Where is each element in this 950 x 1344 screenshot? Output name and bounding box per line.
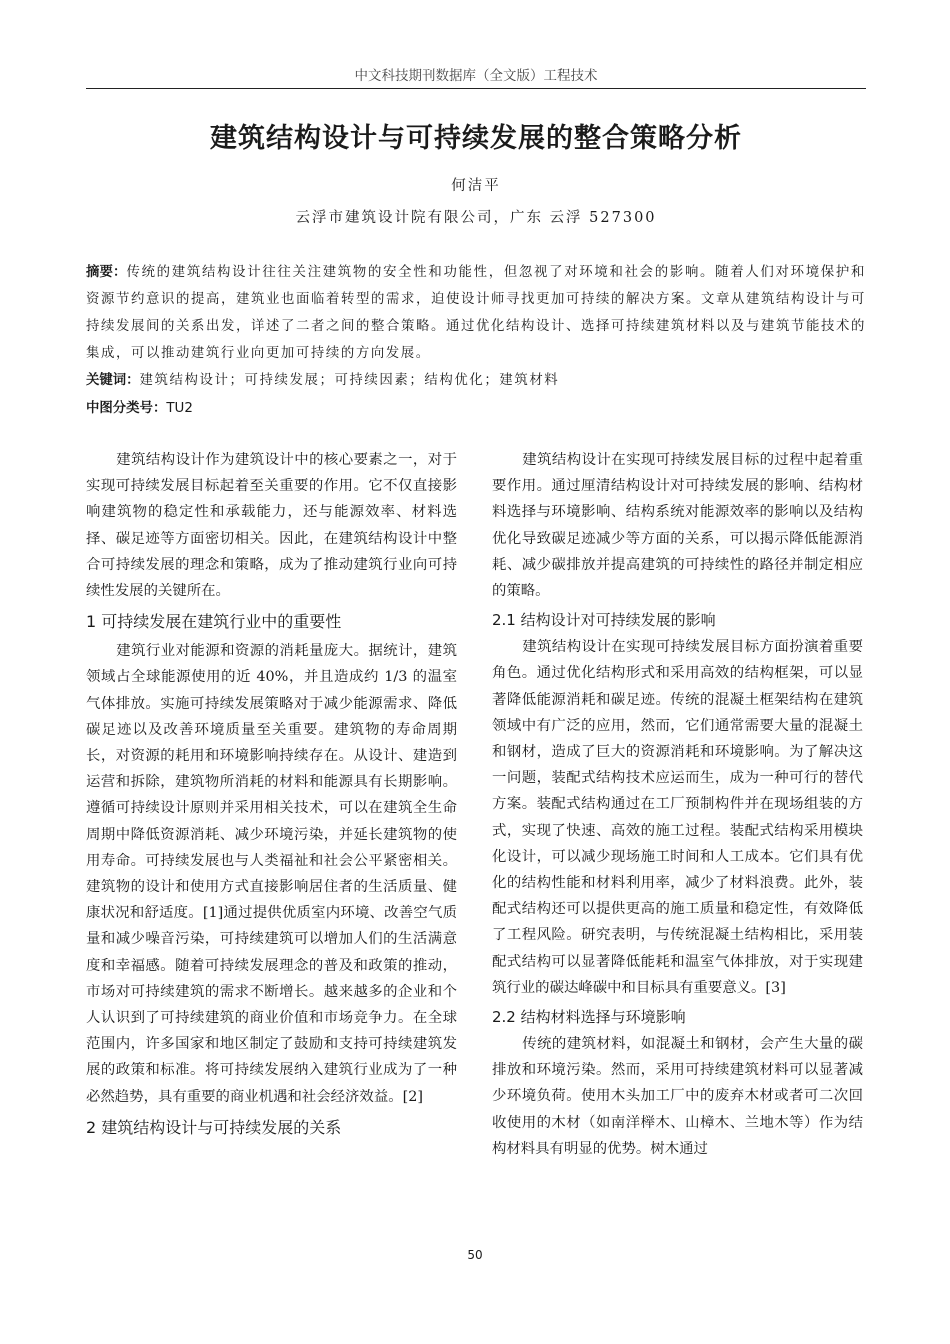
author-affiliation: 云浮市建筑设计院有限公司，广东 云浮 527300 — [295, 210, 657, 226]
section-2-paragraph: 建筑结构设计在实现可持续发展目标的过程中起着重要作用。通过厘清结构设计对可持续发展的影响、结构材料选择与环境影响、结构系统对能源效率的影响以及结构优化导致碳足迹减少等方面的关系，可以揭示降低能源消耗、减少碳排放并提高建筑的可持续性的路径并制定相应的策略。 — [492, 452, 863, 600]
section-2-1-heading: 2.1 结构设计对可持续发展的影响 — [492, 611, 716, 630]
abstract-label: 摘要： — [86, 265, 127, 280]
section-2-1-paragraph: 建筑结构设计在实现可持续发展目标方面扮演着重要角色。通过优化结构形式和采用高效的结构框架，可以显著降低能源消耗和碳足迹。传统的混凝土框架结构在建筑领域中有广泛的应用，然而，它们通常需要大量的混凝土和钢材，造成了巨大的资源消耗和环境影响。为了解决这一问题，装配式结构技术应运而生，成为一种可行的替代方案。装配式结构通过在工厂预制构件并在现场组装的方式，实现了快速、高效的施工过程。装配式结构采用模块化设计，可以减少现场施工时间和人工成本。它们具有优化的结构性能和材料利用率，减少了材料浪费。此外，装配式结构还可以提供更高的施工质量和稳定性，有效降低了工程风险。研究表明，与传统混凝土结构相比，采用装配式结构可以显著降低能耗和温室气体排放，对于实现建筑行业的碳达峰碳中和目标具有重要意义。[3] — [492, 639, 863, 996]
article-title: 建筑结构设计与可持续发展的整合策略分析 — [210, 123, 742, 154]
header-rule — [86, 88, 866, 89]
right-column — [492, 447, 863, 1162]
abstract-text: 传统的建筑结构设计往往关注建筑物的安全性和功能性，但忽视了对环境和社会的影响。随着人们对环境保护和资源节约意识的提高，建筑业也面临着转型的需求，迫使设计师寻找更加可持续的解决方案。文章从建筑结构设计与可持续发展间的关系出发，详述了二者之间的整合策略。通过优化结构设计、选择可持续建筑材料以及与建筑节能技术的集成，可以推动建筑行业向更加可持续的方向发展。 — [86, 265, 866, 361]
author-name: 何洁平 — [451, 178, 501, 194]
section-2-2-heading: 2.2 结构材料选择与环境影响 — [492, 1008, 686, 1027]
section-2-heading: 2 建筑结构设计与可持续发展的关系 — [86, 1117, 342, 1137]
classification-label: 中图分类号： — [86, 401, 167, 416]
keywords-text: 建筑结构设计；可持续发展；可持续因素；结构优化；建筑材料 — [139, 373, 560, 388]
keywords — [86, 369, 866, 388]
section-1-paragraph: 建筑行业对能源和资源的消耗量庞大。据统计，建筑领域占全球能源使用的近 40%，并且造成约 1/3 的温室气体排放。实施可持续发展策略对于减少能源需求、降低碳足迹以及改善环境质量至关重要。建筑物的寿命周期长，对资源的耗用和环境影响持续存在。从设计、建造到运营和拆除，建筑物所消耗的材料和能源具有长期影响。遵循可持续设计原则并采用相关技术，可以在建筑全生命周期中降低资源消耗、减少环境污染，并延长建筑物的使用寿命。可持续发展也与人类福祉和社会公平紧密相关。建筑物的设计和使用方式直接影响居住者的生活质量、健康状况和舒适度。[1]通过提供优质室内环境、改善空气质量和减少噪音污染，可持续建筑可以增加人们的生活满意度和幸福感。随着可持续发展理念的普及和政策的推动，市场对可持续建筑的需求不断增长。越来越多的企业和个人认识到了可持续建筑的商业价值和市场竞争力。在全球范围内，许多国家和地区制定了鼓励和支持可持续建筑发展的政策和标准。将可持续发展纳入建筑行业成为了一种必然趋势，具有重要的商业机遇和社会经济效益。[2] — [86, 643, 457, 1105]
classification — [86, 397, 866, 416]
section-2-2-paragraph: 传统的建筑材料，如混凝土和钢材，会产生大量的碳排放和环境污染。然而，采用可持续建筑材料可以显著减少环境负荷。使用木头加工厂中的废弃木材或者可二次回收使用的木材（如南洋榉木、山樟木、兰地木等）作为结构材料具有明显的优势。树木通过 — [492, 1036, 863, 1157]
intro-paragraph: 建筑结构设计作为建筑设计中的核心要素之一，对于实现可持续发展目标起着至关重要的作用。它不仅直接影响建筑物的稳定性和承载能力，还与能源效率、材料选择、碳足迹等方面密切相关。因此，在建筑结构设计中整合可持续发展的理念和策略，成为了推动建筑行业向可持续性发展的关键所在。 — [86, 452, 457, 600]
classification-number: TU2 — [166, 401, 193, 416]
running-header: 中文科技期刊数据库（全文版）工程技术 — [354, 68, 598, 84]
page-number: 50 — [467, 1248, 483, 1262]
section-1-heading: 1 可持续发展在建筑行业中的重要性 — [86, 612, 342, 632]
left-column — [86, 447, 457, 1144]
keywords-label: 关键词： — [86, 373, 140, 388]
abstract — [86, 259, 866, 367]
